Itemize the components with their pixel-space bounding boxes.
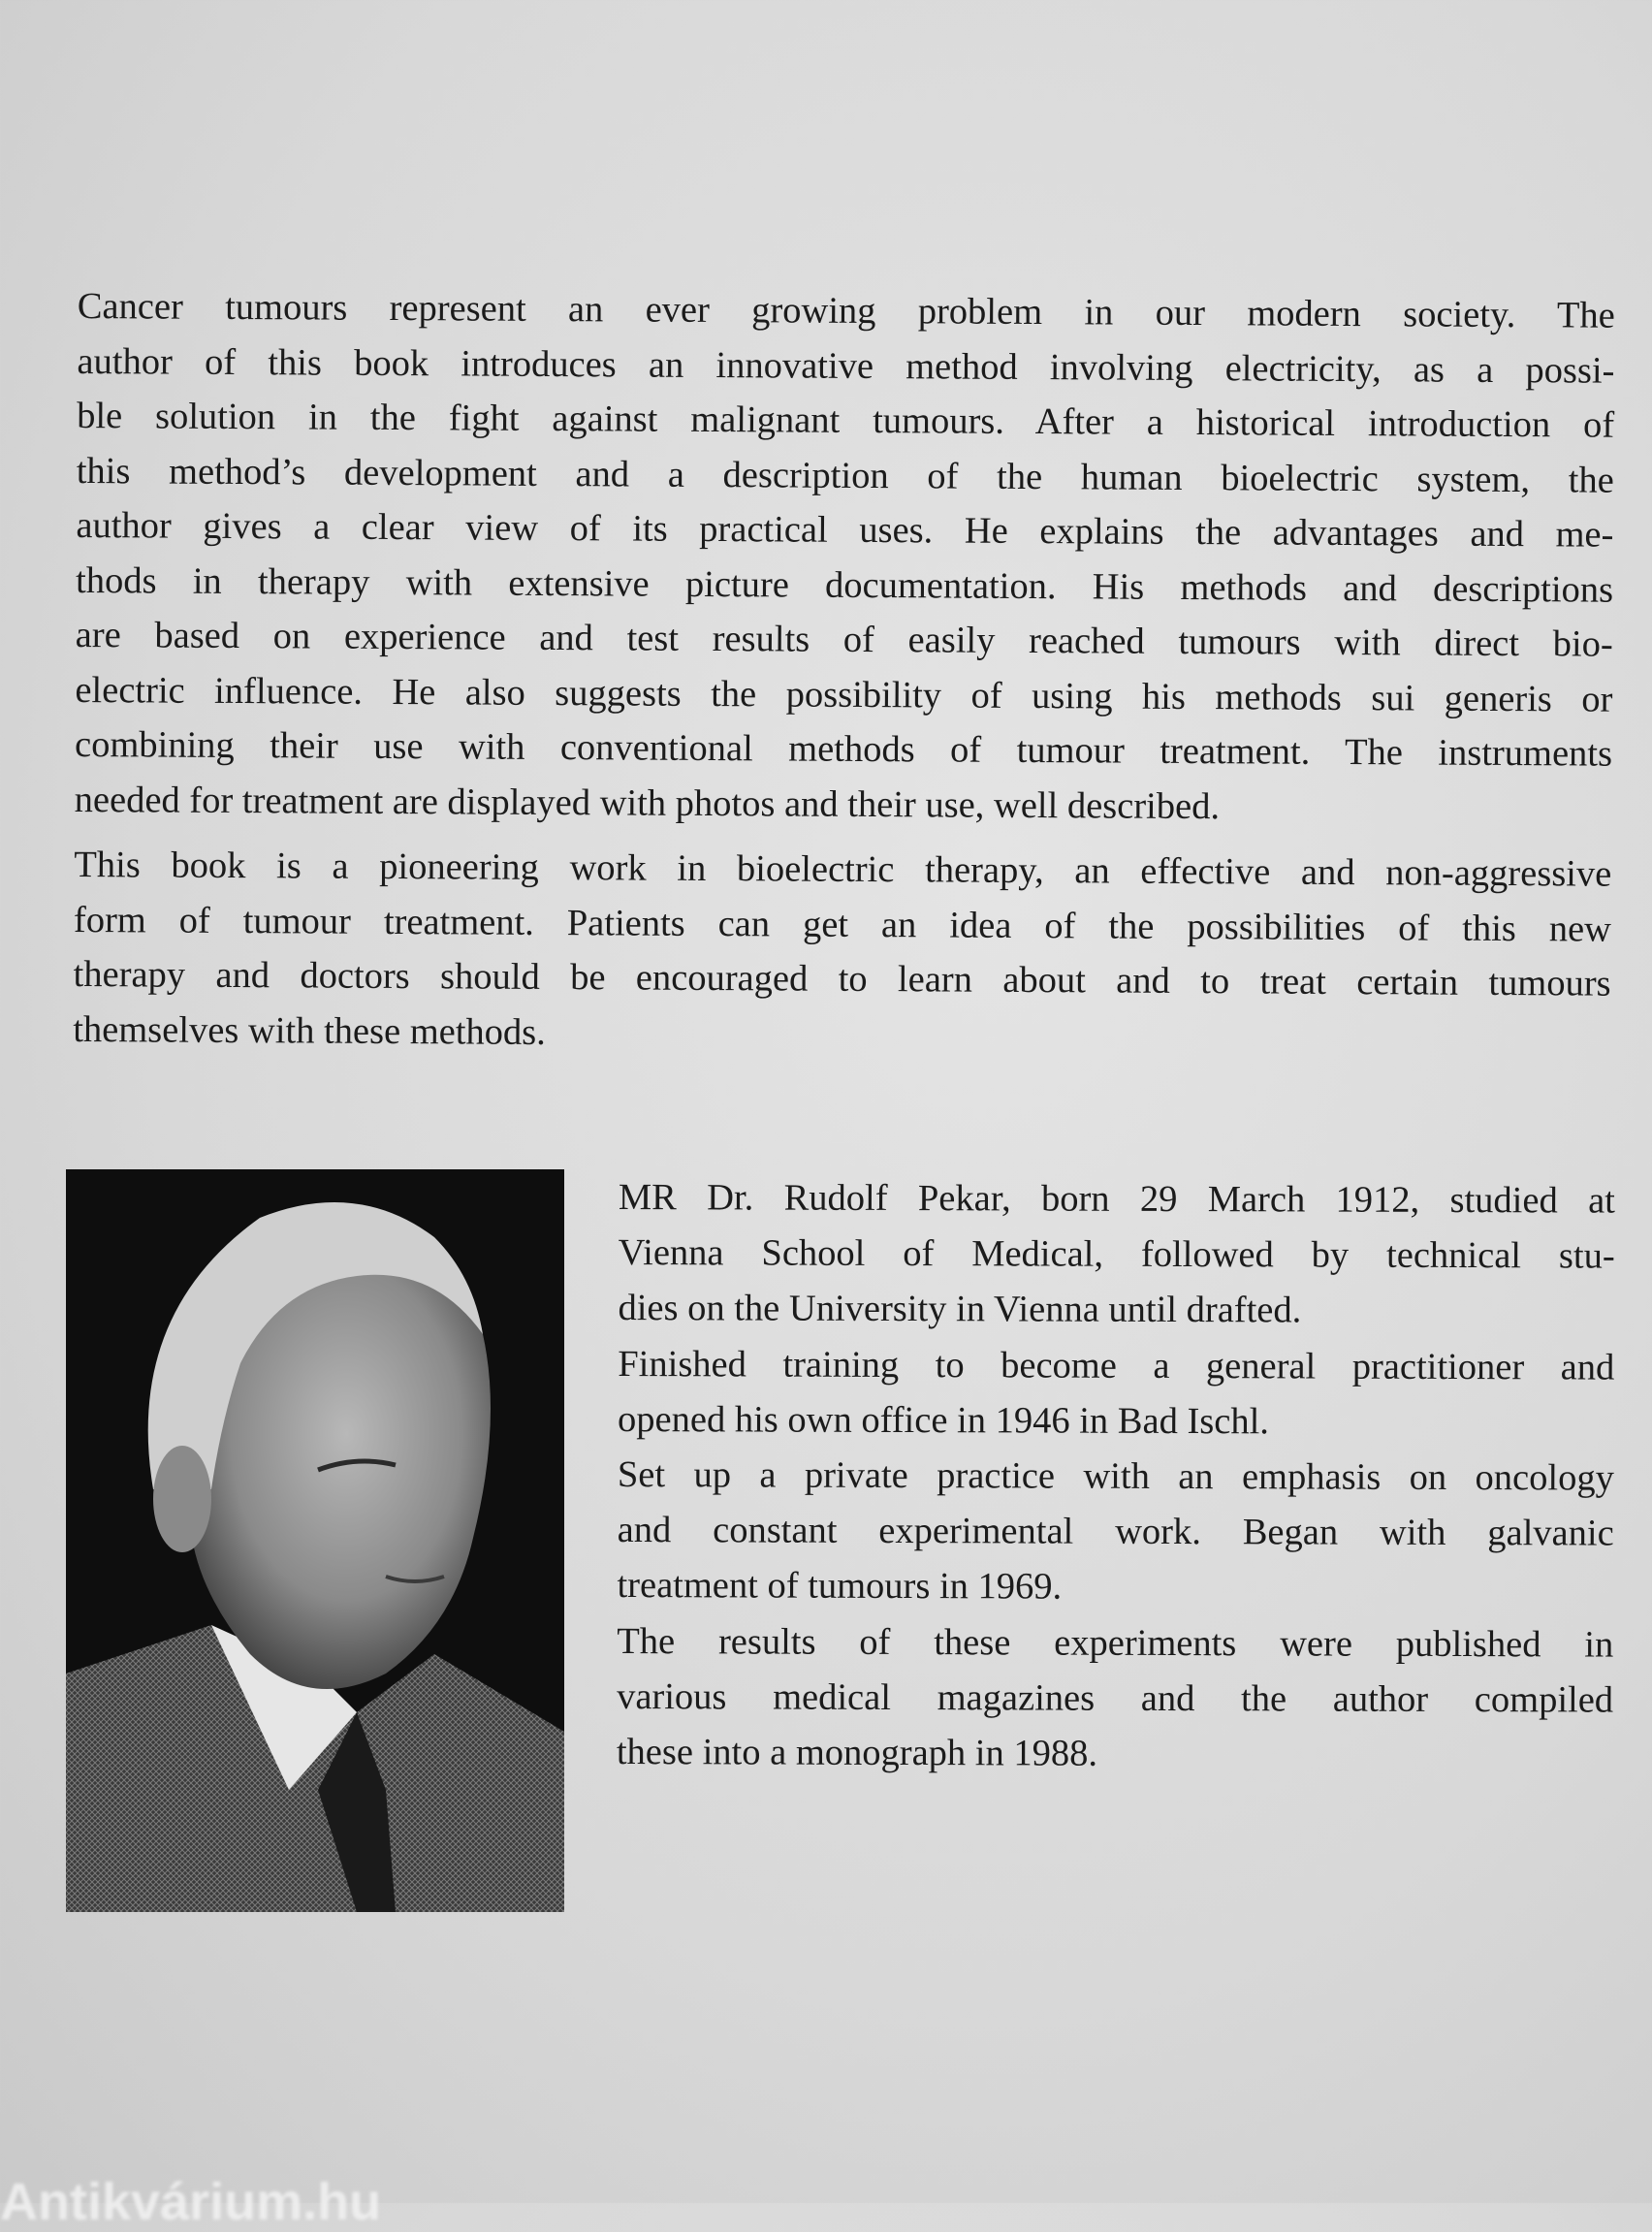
text-line: themselves with these methods.	[73, 1008, 546, 1053]
text-line: author gives a clear view of its practical uses. He explains the advantages and me-	[76, 504, 1614, 556]
author-biography	[617, 1170, 1615, 1784]
bio-line: opened his own office in 1946 in Bad Ischl.	[618, 1398, 1270, 1443]
text-line: Cancer tumours represent an ever growing problem in our modern society. The	[77, 285, 1615, 336]
bio-line: The results of these experiments were published in	[617, 1620, 1614, 1666]
book-description	[73, 279, 1615, 1067]
text-line: combining their use with conventional methods of tumour treatment. The instruments	[74, 723, 1613, 775]
text-line: author of this book introduces an innovative method involving electricity, as a possi-	[77, 340, 1615, 392]
bio-line: and constant experimental work. Began with galvanic	[617, 1510, 1614, 1554]
text-line: electric influence. He also suggests the possibility of using his methods sui generis or	[75, 669, 1613, 720]
text-line: this method’s development and a description of the human bioelectric system, the	[76, 450, 1614, 501]
bio-line: treatment of tumours in 1969.	[617, 1565, 1063, 1609]
watermark: Antikvárium.hu	[0, 2173, 382, 2231]
bio-line: Finished training to become a general practitioner and	[618, 1343, 1615, 1388]
text-line: thods in therapy with extensive picture documentation. His methods and descriptions	[75, 559, 1614, 611]
bio-line: Vienna School of Medical, followed by technical stu-	[618, 1232, 1615, 1277]
bio-line: these into a monograph in 1988.	[616, 1732, 1098, 1774]
description-paragraph	[73, 838, 1611, 1067]
text-line: form of tumour treatment. Patients can get an idea of the possibilities of this new	[73, 899, 1612, 950]
portrait-image	[66, 1169, 564, 1912]
text-line: are based on experience and test results of easily reached tumours with direct bio-	[75, 614, 1613, 665]
author-portrait-photo	[66, 1169, 564, 1912]
text-line: needed for treatment are displayed with photos and their use, well described.	[74, 779, 1221, 827]
bio-line: dies on the University in Vienna until drafted.	[618, 1288, 1302, 1331]
description-paragraph	[75, 279, 1615, 837]
text-line: ble solution in the fight against malignant tumours. After a historical introduction of	[77, 395, 1615, 446]
bio-line: Set up a private practice with an emphasis on oncology	[617, 1454, 1614, 1499]
text-line: therapy and doctors should be encouraged to learn about and to treat certain tumours	[73, 953, 1611, 1004]
bio-line: MR Dr. Rudolf Pekar, born 29 March 1912, studied at	[618, 1177, 1615, 1222]
text-line: This book is a pioneering work in bioelectric therapy, an effective and non-aggressive	[74, 844, 1612, 895]
bio-line: various medical magazines and the author compiled	[617, 1675, 1614, 1721]
